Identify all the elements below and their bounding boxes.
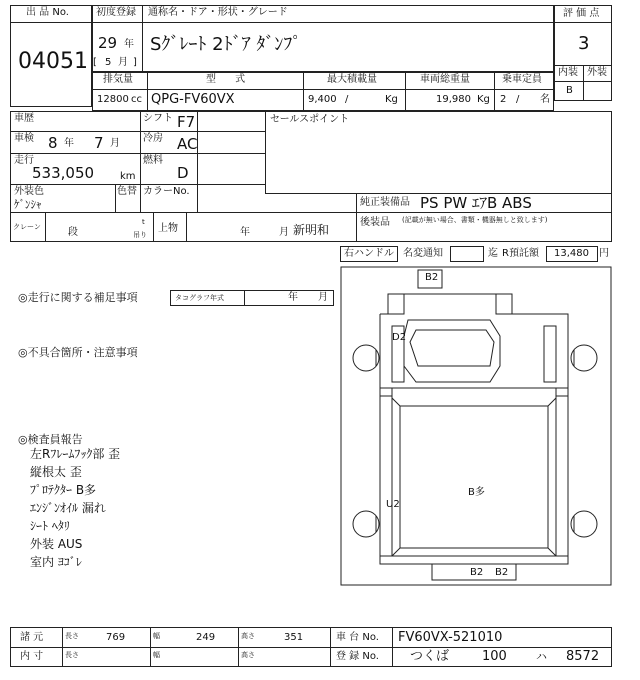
- gross-weight-label: 車両総重量: [420, 74, 470, 85]
- crane-stage-unit: 段: [68, 227, 78, 238]
- equipment-value: PS PW ｴｱB ABS: [420, 194, 532, 212]
- crane-label: クレーン: [13, 223, 41, 231]
- chassis-value: FV60VX-521010: [398, 630, 503, 645]
- color-code-label: カラーNo.: [143, 186, 190, 197]
- inspection-year: 8: [48, 134, 58, 152]
- recycle-label: R預託額: [502, 248, 539, 259]
- inspection-month: 7: [94, 134, 104, 152]
- model-name-label: 通称名・ドア・形状・グレード: [148, 7, 288, 18]
- width-label: 幅: [153, 632, 160, 640]
- capacity-unit: 名: [540, 94, 550, 105]
- gross-weight-value: 19,980: [436, 94, 471, 105]
- reg-number: 8572: [566, 649, 600, 664]
- model-code: QPG-FV60VX: [151, 92, 235, 107]
- displacement-label: 排気量: [103, 74, 133, 85]
- tacho-label: タコグラフ年式: [175, 294, 224, 302]
- capacity-slash: /: [516, 94, 520, 105]
- tax-label: 迄: [488, 248, 498, 259]
- reg-month: 5: [105, 57, 112, 68]
- damage-mark: B2: [495, 567, 509, 578]
- steering-value: 右ハンドル: [344, 248, 394, 259]
- inner-length-label: 長さ: [65, 651, 79, 659]
- ac-label: 冷房: [143, 133, 163, 144]
- driving-heading: ◎走行に関する補足事項: [18, 291, 138, 304]
- reg-kana: ハ: [536, 650, 547, 663]
- lot-number: 04051: [18, 49, 88, 74]
- sales-point-label: セールスポイント: [270, 114, 350, 125]
- equipment-label: 純正装備品: [360, 197, 410, 208]
- reg-label: 登 録 No.: [336, 651, 379, 662]
- max-load-value: 9,400: [308, 94, 337, 105]
- inspector-line: 外装 AUS: [30, 537, 83, 551]
- score-value: 3: [578, 33, 590, 54]
- inspector-line: ﾌﾟﾛﾃｸﾀｰ B多: [30, 483, 97, 497]
- damage-mark: U2: [386, 499, 400, 510]
- score-label: 評 価 点: [563, 8, 600, 19]
- upper-maker: 新明和: [293, 223, 330, 237]
- history-label: 車歴: [14, 113, 34, 124]
- length-label: 長さ: [65, 632, 79, 640]
- reg-month-close: ]: [133, 57, 137, 68]
- upper-month-unit: 月: [279, 227, 289, 238]
- length-value: 769: [106, 632, 126, 643]
- first-reg-label: 初度登録: [96, 7, 136, 18]
- displacement-unit: cc: [131, 94, 142, 105]
- inspector-line: ｼｰﾄ ﾍﾀﾘ: [30, 519, 70, 533]
- crane-lift-label: 吊り: [133, 231, 147, 239]
- inspection-year-unit: 年: [64, 138, 74, 149]
- crane-ton-unit: t: [142, 218, 145, 226]
- ac-value: AC: [177, 135, 198, 153]
- inspector-heading: ◎検査員報告: [18, 433, 83, 446]
- inspector-line: ｴﾝｼﾞﾝｵｲﾙ 漏れ: [30, 501, 106, 515]
- color-change-label: 色替: [117, 186, 137, 197]
- inspector-line: 室内 ﾖｺﾞﾚ: [30, 555, 82, 569]
- reg-month-unit: 月: [118, 57, 128, 68]
- inspection-month-unit: 月: [110, 138, 120, 149]
- reg-year: 29: [98, 34, 118, 52]
- aftermarket-label: 後装品: [360, 217, 390, 228]
- fuel-value: D: [177, 164, 189, 182]
- mileage-value: 533,050: [32, 164, 95, 182]
- mileage-label: 走行: [14, 155, 34, 166]
- truck-diagram: [340, 266, 612, 586]
- displacement-value: 12800: [97, 94, 129, 105]
- height-value: 351: [284, 632, 304, 643]
- damage-mark: B2: [470, 567, 484, 578]
- max-load-slash: /: [345, 94, 349, 105]
- height-label: 高さ: [241, 632, 255, 640]
- aftermarket-note: (記載が無い場合、書類・機器無しと致します): [402, 216, 548, 224]
- interior-label: 内装: [558, 67, 578, 78]
- defects-heading: ◎不具合箇所・注意事項: [18, 346, 138, 359]
- vehicle-title: Sｸﾞﾚｰﾄ 2ﾄﾞｱ ﾀﾞﾝﾌﾟ: [150, 34, 302, 55]
- inspector-line: 縦根太 歪: [30, 465, 82, 479]
- mileage-unit: km: [120, 171, 136, 182]
- upper-year-unit: 年: [240, 227, 250, 238]
- dims-label: 諸 元: [20, 632, 44, 643]
- exterior-label: 外装: [587, 67, 607, 78]
- damage-mark: B2: [425, 272, 439, 283]
- ext-color-label: 外装色: [14, 186, 44, 197]
- inner-width-label: 幅: [153, 651, 160, 659]
- recycle-amount: 13,480: [554, 248, 589, 259]
- reg-area: つくば: [410, 649, 450, 664]
- upper-label: 上物: [158, 223, 178, 234]
- tacho-month-unit: 月: [318, 292, 328, 303]
- reg-class: 100: [482, 649, 507, 664]
- shift-value: F7: [177, 113, 196, 131]
- name-change-box: [450, 246, 484, 262]
- recycle-unit: 円: [599, 248, 609, 259]
- damage-mark: D2: [392, 332, 407, 343]
- max-load-label: 最大積載量: [327, 74, 377, 85]
- chassis-label: 車 台 No.: [336, 632, 379, 643]
- name-change-label: 名変通知: [403, 248, 443, 259]
- interior-grade: B: [566, 85, 573, 96]
- inspection-label: 車検: [14, 133, 34, 144]
- inner-height-label: 高さ: [241, 651, 255, 659]
- lot-label: 出 品 No.: [26, 7, 69, 18]
- fuel-label: 燃料: [143, 155, 163, 166]
- width-value: 249: [196, 632, 216, 643]
- reg-month-open: [: [93, 57, 97, 68]
- reg-year-unit: 年: [124, 39, 134, 50]
- tacho-year-unit: 年: [288, 292, 298, 303]
- max-load-unit: Kg: [385, 94, 398, 105]
- gross-weight-unit: Kg: [477, 94, 490, 105]
- damage-mark: B多: [468, 487, 485, 498]
- type-label: 型 式: [206, 74, 254, 85]
- capacity-label: 乗車定員: [502, 74, 542, 85]
- shift-label: シフト: [143, 113, 173, 124]
- inner-label: 内 寸: [20, 651, 44, 662]
- capacity-value: 2: [500, 94, 507, 105]
- ext-color-value: ｹﾞﾝｼｬ: [14, 198, 42, 211]
- inspector-line: 左Rﾌﾚｰﾑﾌｯｸ部 歪: [30, 447, 121, 461]
